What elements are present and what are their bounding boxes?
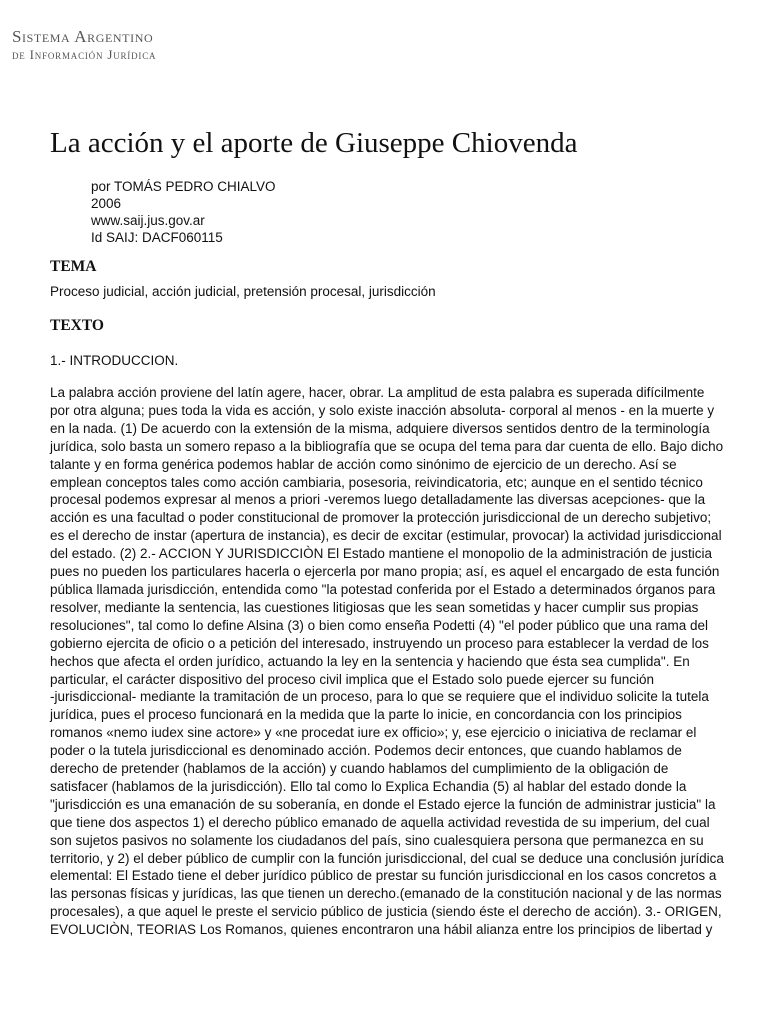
document-metadata — [91, 178, 276, 246]
body-line: La palabra acción proviene del latín agere, hacer, obrar. La amplitud de esta palabra es superada difícilmente — [50, 385, 705, 400]
body-line: las personas físicas y jurídicas, las que tienen un derecho.(emanado de la constitución nacional y de las normas — [50, 886, 722, 902]
body-line: en la nada. (1) De acuerdo con la extensión de la misma, adquiere diversos sentidos dentro de la terminología — [50, 420, 710, 436]
body-line: por otra alguna; pues toda la vida es acción, y solo existe inacción absoluta- corporal al menos - en la muerte y — [50, 402, 715, 418]
body-line: resoluciones", tal como lo define Alsina (3) o bien como enseña Podetti (4) "el poder público que una rama del — [50, 617, 708, 633]
tema-heading: TEMA — [50, 258, 97, 275]
body-line: derecho de pretender (hablamos de la acción) y cuando hablamos del cumplimiento de la obligación de — [50, 761, 669, 777]
body-line: emplean conceptos tales como acción cambiaria, posesoria, reivindicatoria, etc; aunque en el sentido técnico — [50, 474, 703, 490]
body-line: acción es una facultad o poder constitucional de promover la protección jurisdiccional de un derecho subjetivo; — [50, 510, 712, 526]
body-line: romanos «nemo iudex sine actore» y «ne procedat iure ex officio»; y, ese ejercicio o iniciativa de reclamar el — [50, 725, 697, 741]
body-line: pues no pueden los particulares hacerla o ejercerla por mano propia; así, es aquel el encargado de esta función — [50, 564, 720, 580]
body-line: son sujetos pasivos no solamente los ciudadanos del país, sino cualesquiera persona que permanezca en su — [50, 832, 704, 848]
body-line: territorio, y 2) el deber público de cumplir con la función jurisdiccional, del cual se deduce una conclusión jurídica — [50, 850, 724, 866]
body-line: jurídica, solo basta un somero repaso a la bibliografía que se ocupa del tema para dar cuenta de ello. Bajo dicho — [50, 438, 724, 454]
body-line: del estado. (2) 2.- ACCION Y JURISDICCIÒN El Estado mantiene el monopolio de la administración de justicia — [50, 546, 713, 562]
body-line: es el derecho de instar (apertura de instancia), es decir de excitar (estimular, provocar) la actividad jurisdiccional — [50, 528, 722, 544]
body-line: resolver, mediante la sentencia, las cuestiones litigiosas que les sean sometidas y hacer cumplir sus propias — [50, 599, 699, 615]
saij-logo — [12, 28, 156, 61]
logo-line-2: de Información Jurídica — [12, 46, 157, 62]
saij-id: Id SAIJ: DACF060115 — [91, 230, 223, 245]
document-title: La acción y el aporte de Giuseppe Chiovenda — [50, 127, 578, 159]
body-line: talante y en forma genérica podemos hablar de acción como sinónimo de ejercicio de un derecho. Así se — [50, 456, 677, 472]
publication-year: 2006 — [91, 196, 122, 211]
body-paragraph — [50, 384, 724, 939]
author: por TOMÁS PEDRO CHIALVO — [91, 179, 276, 194]
body-line: jurídica, pues el proceso funcionará en la medida que la parte lo inicie, en concordancia con los principios — [50, 707, 682, 723]
body-line: "jurisdicción es una emanación de su soberanía, en donde el Estado ejerce la función de administrar justicia" la — [50, 796, 716, 812]
body-line: elemental: El Estado tiene el deber jurídico público de prestar su función jurisdiccional en los casos concretos a — [50, 868, 717, 884]
body-line: -jurisdiccional- mediante la tramitación de un proceso, para lo que se requiere que el individuo solicite la tutela — [50, 689, 709, 705]
body-line: que tiene dos aspectos 1) el derecho público emanado de aquella actividad revestida de su imperium, del cual — [50, 814, 710, 830]
tema-keywords: Proceso judicial, acción judicial, pretensión procesal, jurisdicción — [50, 284, 436, 299]
body-line: particular, el carácter dispositivo del proceso civil implica que el Estado solo puede ejercer su función — [50, 671, 655, 687]
intro-heading: 1.- INTRODUCCION. — [50, 353, 179, 368]
body-line: procesales), a que aquel le preste el servicio público de justicia (siendo éste el derecho de acción). 3.- ORIGEN, — [50, 904, 722, 920]
body-line: procesal podemos expresar al menos a priori -veremos luego detalladamente las diversas acepciones- que la — [50, 492, 706, 508]
body-line: hechos que afecta el orden jurídico, actuando la ley en la sentencia y haciendo que ésta sea cumplida". En — [50, 653, 690, 669]
body-line: poder o la tutela jurisdiccional es denominado acción. Podemos decir entonces, que cuando hablamos de — [50, 743, 682, 759]
logo-line-1: Sistema Argentino — [12, 27, 154, 46]
body-line: pública llamada jurisdicción, entendida como "la potestad conferida por el Estado a determinados órganos para — [50, 581, 716, 597]
body-line: satisfacer (hablamos de la jurisdicción). Ello tal como lo Explica Echandia (5) al hablar del estado donde la — [50, 778, 687, 794]
texto-heading: TEXTO — [50, 317, 104, 334]
website: www.saij.jus.gov.ar — [91, 213, 205, 228]
body-line: gobierno ejercita de oficio o a petición del interesado, instruyendo un proceso para establecer la verdad de los — [50, 635, 709, 651]
body-line: EVOLUCIÒN, TEORIAS Los Romanos, quienes encontraron una hábil alianza entre los principios de libertad y — [50, 922, 713, 938]
